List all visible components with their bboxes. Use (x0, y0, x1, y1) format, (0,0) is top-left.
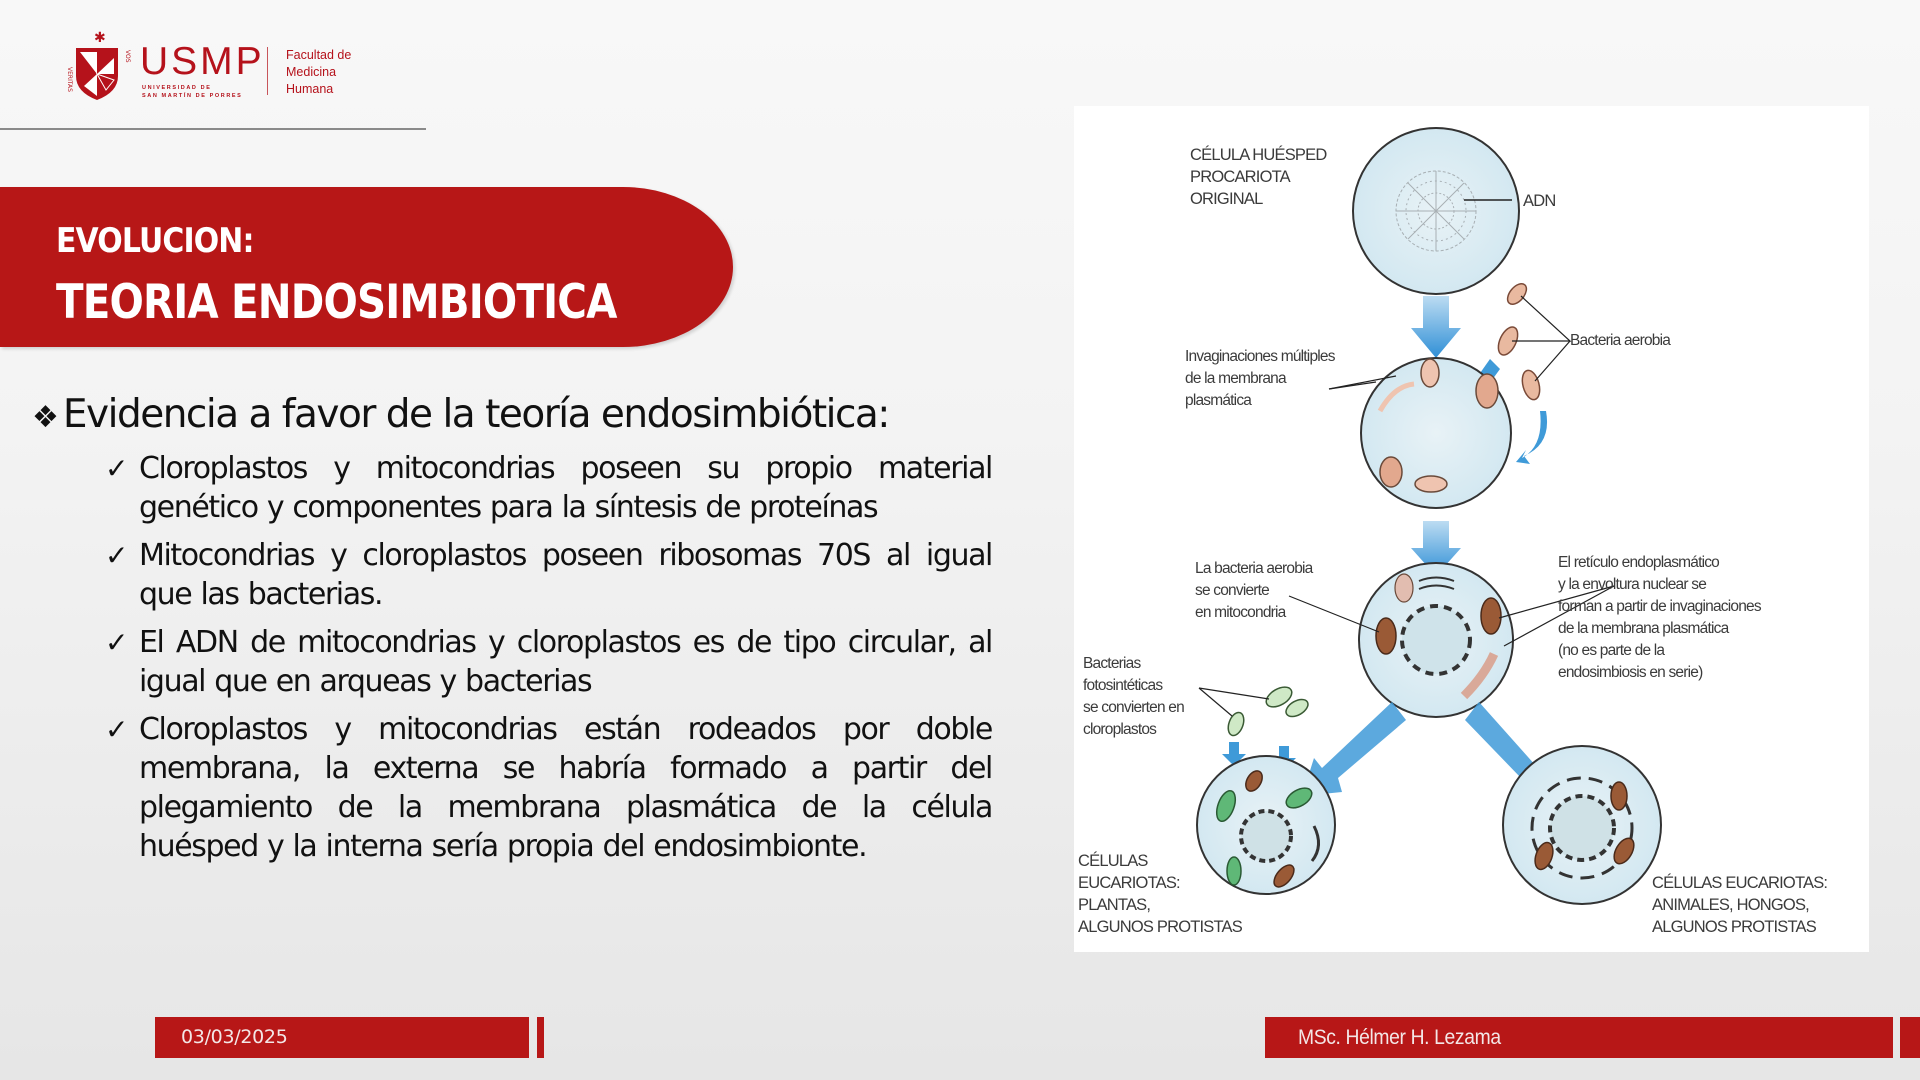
svg-text:VERITAS: VERITAS (66, 67, 73, 92)
footer-author: MSc. Hélmer H. Lezama (1298, 1026, 1501, 1049)
footer-date-bar (155, 1017, 529, 1058)
check-icon: ✓ (105, 714, 129, 745)
animal-cell-icon (1503, 746, 1661, 904)
host-cell-icon (1353, 128, 1519, 294)
list-item (105, 623, 992, 701)
endosymbiosis-diagram (1074, 106, 1869, 952)
label-endoplasmic-reticulum: El retículo endoplasmático y la envoltura nuclear se forman a partir de invaginaciones de la membrana plasmática (no es parte de la endosimbiosis en serie) (1558, 554, 1761, 681)
footer-date-accent (537, 1017, 544, 1058)
list-item-text: Cloroplastos y mitocondrias poseen su propio material genético y componentes para la síntesis de proteínas (139, 451, 992, 525)
check-icon: ✓ (105, 453, 129, 484)
photosynthetic-bacteria-icon (1225, 683, 1311, 738)
logo-divider (267, 47, 268, 95)
svg-text:VOS: VOS (124, 50, 131, 63)
label-plant-cells: CÉLULAS EUCARIOTAS: PLANTAS, ALGUNOS PROTISTAS (1078, 852, 1242, 936)
list-item-text: El ADN de mitocondrias y cloroplastos es de tipo circular, al igual que en arqueas y bacterias (139, 625, 992, 699)
svg-text:✱: ✱ (94, 30, 106, 46)
footer-author-bar (1265, 1017, 1893, 1058)
list-item (105, 449, 992, 527)
label-mitochondria: La bacteria aerobia se convierte en mitocondria (1195, 560, 1313, 621)
label-animal-cells: CÉLULAS EUCARIOTAS: ANIMALES, HONGOS, ALGUNOS PROTISTAS (1652, 874, 1828, 936)
label-aerobic-bacteria: Bacteria aerobia (1570, 332, 1671, 349)
usmp-shield-icon (62, 30, 137, 106)
label-host-cell: CÉLULA HUÉSPED PROCARIOTA ORIGINAL (1190, 146, 1327, 208)
label-photosynthetic-bacteria: Bacterias fotosintéticas se convierten en cloroplastos (1083, 655, 1184, 738)
label-invaginations: Invaginaciones múltiples de la membrana plasmática (1185, 348, 1335, 409)
check-icon: ✓ (105, 627, 129, 658)
usmp-logo (62, 30, 382, 106)
invaginating-cell-icon (1329, 358, 1511, 508)
logo-faculty: Facultad de Medicina Humana (286, 48, 352, 96)
endosymbiosis-illustration (1074, 106, 1869, 952)
main-bullet-text: Evidencia a favor de la teoría endosimbiótica: (62, 392, 889, 437)
list-item (105, 710, 992, 866)
evidence-list (105, 449, 992, 866)
title-banner (0, 187, 733, 347)
logo-acronym: USMP (140, 40, 265, 83)
slide-title: TEORIA ENDOSIMBIOTICA (56, 275, 617, 330)
label-dna: ADN (1523, 192, 1556, 210)
list-item-text: Mitocondrias y cloroplastos poseen ribosomas 70S al igual que las bacterias. (139, 538, 992, 612)
main-bullet (32, 392, 992, 437)
slide-content (32, 392, 992, 875)
header-divider (0, 128, 426, 130)
check-icon: ✓ (105, 540, 129, 571)
slide-supertitle: EVOLUCION: (56, 221, 254, 261)
footer-date: 03/03/2025 (181, 1026, 288, 1048)
list-item (105, 536, 992, 614)
list-item-text: Cloroplastos y mitocondrias están rodeados por doble membrana, la externa se habría formado a partir del plegamiento de la membrana plasmática de la célula huésped y la interna sería propia del endosimbionte. (139, 712, 992, 864)
diamond-bullet-icon: ❖ (32, 400, 59, 435)
footer-author-accent (1900, 1017, 1920, 1058)
logo-university-name: UNIVERSIDAD DE SAN MARTÍN DE PORRES (142, 85, 243, 99)
